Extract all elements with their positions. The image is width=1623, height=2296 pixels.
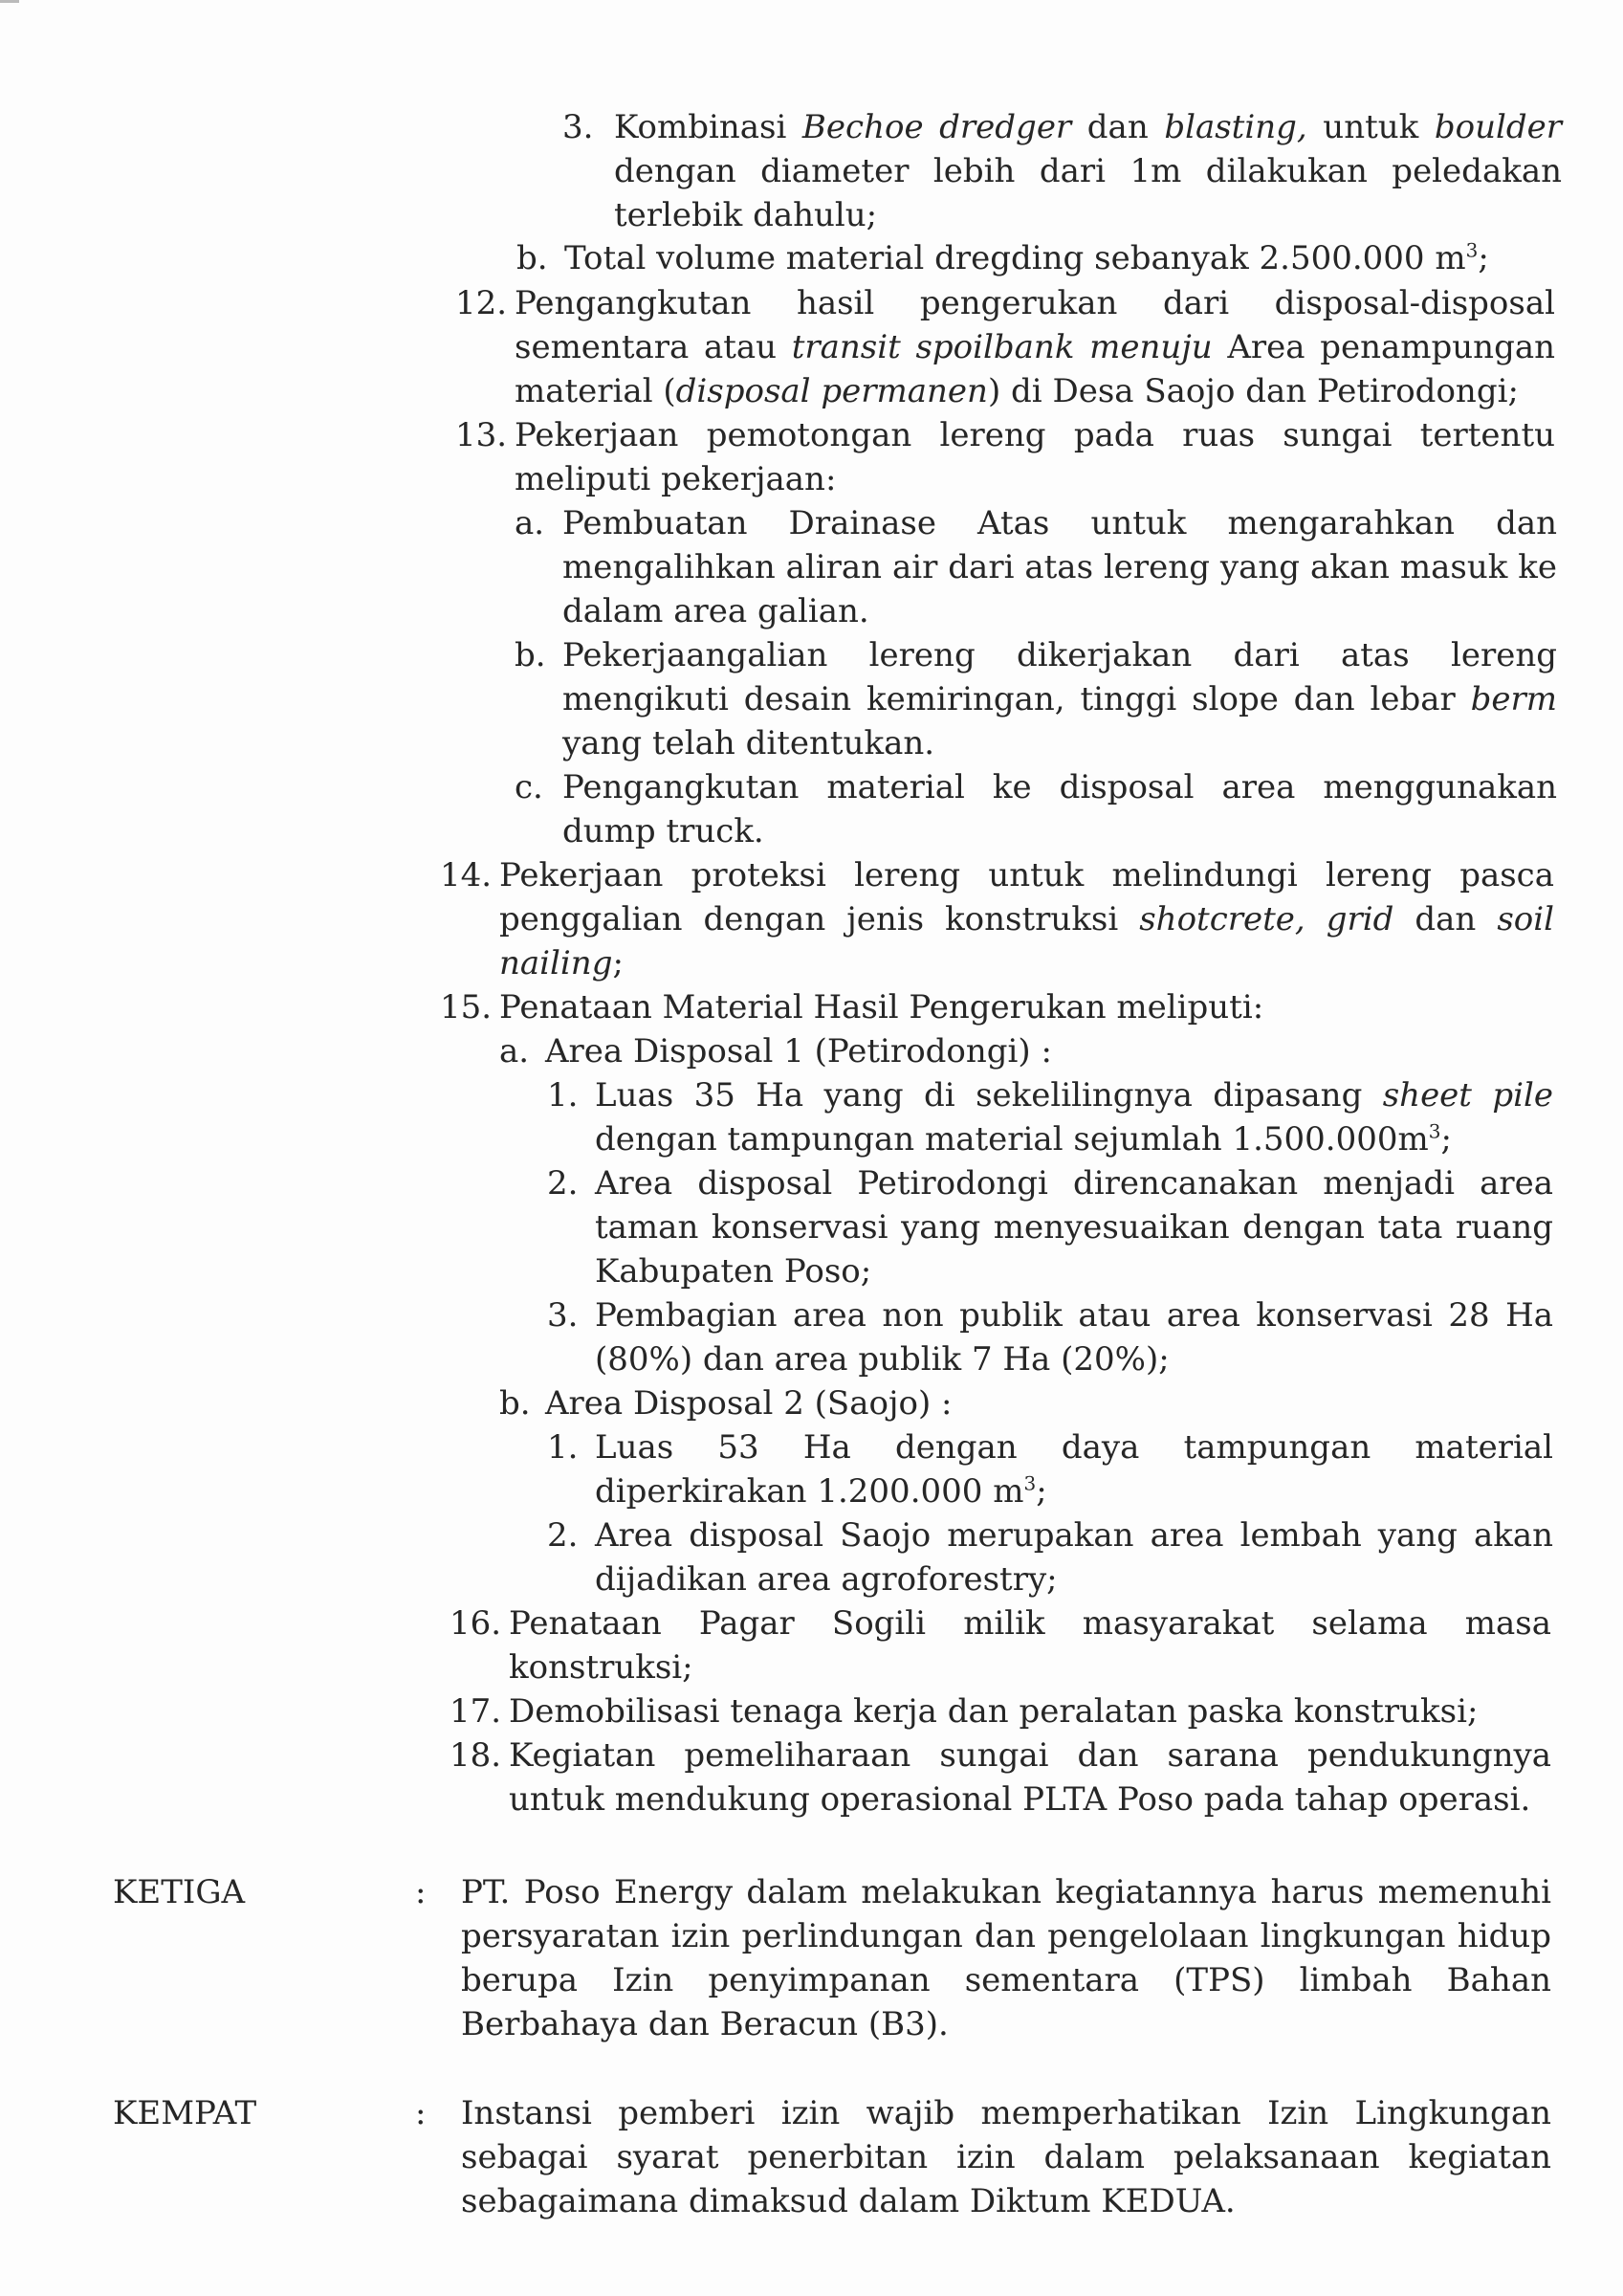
list-item-15b <box>499 1381 1551 1425</box>
list-text: Luas 35 Ha yang di sekelilingnya dipasang sheet pile dengan tampungan material sejumlah $1.500.000m^3$; <box>595 1076 1553 1159</box>
list-text: Area disposal Petirodongi direncanakan menjadi area taman konservasi yang menyesuaikan dengan tata ruang Kabupaten Poso; <box>595 1164 1553 1291</box>
list-letter: a. <box>499 1032 530 1071</box>
list-item-15a <box>499 1029 1551 1073</box>
list-item-12 <box>455 281 1555 413</box>
list-item-15a-3 <box>547 1293 1553 1381</box>
list-item-17 <box>450 1689 1551 1733</box>
diktum-label: KEMPAT <box>113 2094 257 2132</box>
list-text: Kegiatan pemeliharaan sungai dan sarana pendukungnya untuk mendukung operasional PLTA Poso pada tahap operasi. <box>509 1736 1551 1819</box>
diktum-ketiga <box>113 1870 1552 2046</box>
list-item-13a <box>515 501 1557 633</box>
list-text: Pekerjaan pemotongan lereng pada ruas sungai tertentu meliputi pekerjaan: <box>515 416 1555 498</box>
list-text: Luas 53 Ha dengan daya tampungan material diperkirakan 1.200.000 $m^3$; <box>595 1428 1553 1511</box>
list-text: Pekerjaangalian lereng dikerjakan dari atas lereng mengikuti desain kemiringan, tinggi slope dan lebar berm yang telah ditentukan. <box>562 636 1557 762</box>
list-text: Area Disposal 2 (Saojo) : <box>545 1384 953 1423</box>
diktum-text: PT. Poso Energy dalam melakukan kegiatannya harus memenuhi persyaratan izin perlindungan dan pengelolaan lingkungan hidup berupa Izin penyimpanan sementara (TPS) limbah Bahan Berbahaya dan Beracun (B3). <box>461 1873 1551 2043</box>
diktum-text: Instansi pemberi izin wajib memperhatikan Izin Lingkungan sebagai syarat penerbitan izin dalam pelaksanaan kegiatan sebagaimana dimaksud dalam Diktum KEDUA. <box>461 2094 1551 2220</box>
list-item-13c <box>515 765 1557 853</box>
list-text: Penataan Pagar Sogili milik masyarakat selama masa konstruksi; <box>509 1604 1551 1687</box>
list-item-b-total-volume <box>516 236 1568 280</box>
list-item-15a-1 <box>547 1073 1553 1161</box>
list-item-13b <box>515 633 1557 765</box>
list-item-13 <box>455 413 1555 501</box>
list-item-18 <box>450 1733 1551 1821</box>
list-text: Demobilisasi tenaga kerja dan peralatan paska konstruksi; <box>509 1692 1479 1731</box>
list-item-3 <box>562 105 1562 237</box>
list-number: 2. <box>547 1164 579 1203</box>
list-number: 16. <box>450 1604 502 1643</box>
list-item-15a-2 <box>547 1161 1553 1293</box>
list-item-15b-2 <box>547 1513 1553 1601</box>
diktum-colon: : <box>415 2094 427 2132</box>
diktum-label: KETIGA <box>113 1873 246 1911</box>
diktum-kempat <box>113 2091 1552 2225</box>
list-item-14 <box>440 853 1554 985</box>
list-text: Pengangkutan hasil pengerukan dari disposal-disposal sementara atau transit spoilbank menuju Area penampungan material (disposal permanen) di Desa Saojo dan Petirodongi; <box>515 284 1555 410</box>
list-number: 12. <box>455 284 508 322</box>
list-letter: b. <box>516 239 548 277</box>
list-text: Area Disposal 1 (Petirodongi) : <box>545 1032 1052 1071</box>
list-letter: a. <box>515 504 545 542</box>
list-number: 1. <box>547 1428 579 1467</box>
list-number: 3. <box>562 108 594 146</box>
list-number: 14. <box>440 856 493 894</box>
list-letter: b. <box>515 636 546 674</box>
list-number: 18. <box>450 1736 502 1775</box>
list-text: Pembuatan Drainase Atas untuk mengarahkan dan mengalihkan aliran air dari atas lereng yang akan masuk ke dalam area galian. <box>562 504 1557 630</box>
list-number: 15. <box>440 988 493 1027</box>
list-letter: c. <box>515 768 543 806</box>
list-item-15 <box>440 985 1554 1029</box>
list-text: Pekerjaan proteksi lereng untuk melindungi lereng pasca penggalian dengan jenis konstruksi shotcrete, grid dan soil nailing; <box>499 856 1554 982</box>
list-item-16 <box>450 1601 1551 1689</box>
diktum-colon: : <box>415 1873 427 1911</box>
list-text: Pembagian area non publik atau area konservasi 28 Ha (80%) dan area publik 7 Ha (20%); <box>595 1296 1553 1379</box>
list-item-15b-1 <box>547 1425 1553 1513</box>
list-letter: b. <box>499 1384 531 1423</box>
list-text: Area disposal Saojo merupakan area lembah yang akan dijadikan area agroforestry; <box>595 1516 1553 1599</box>
list-number: 13. <box>455 416 508 454</box>
list-text: Pengangkutan material ke disposal area menggunakan dump truck. <box>562 768 1557 850</box>
list-number: 3. <box>547 1296 579 1335</box>
list-text: Total volume material dregding sebanyak 2.500.000 $m^3$; <box>564 238 1489 277</box>
scan-mark <box>0 0 19 3</box>
list-number: 1. <box>547 1076 579 1115</box>
list-text: Kombinasi Bechoe dredger dan blasting, untuk boulder dengan diameter lebih dari 1m dilakukan peledakan terlebik dahulu; <box>614 108 1562 234</box>
list-number: 17. <box>450 1692 502 1731</box>
list-text: Penataan Material Hasil Pengerukan meliputi: <box>499 988 1264 1027</box>
list-number: 2. <box>547 1516 579 1555</box>
